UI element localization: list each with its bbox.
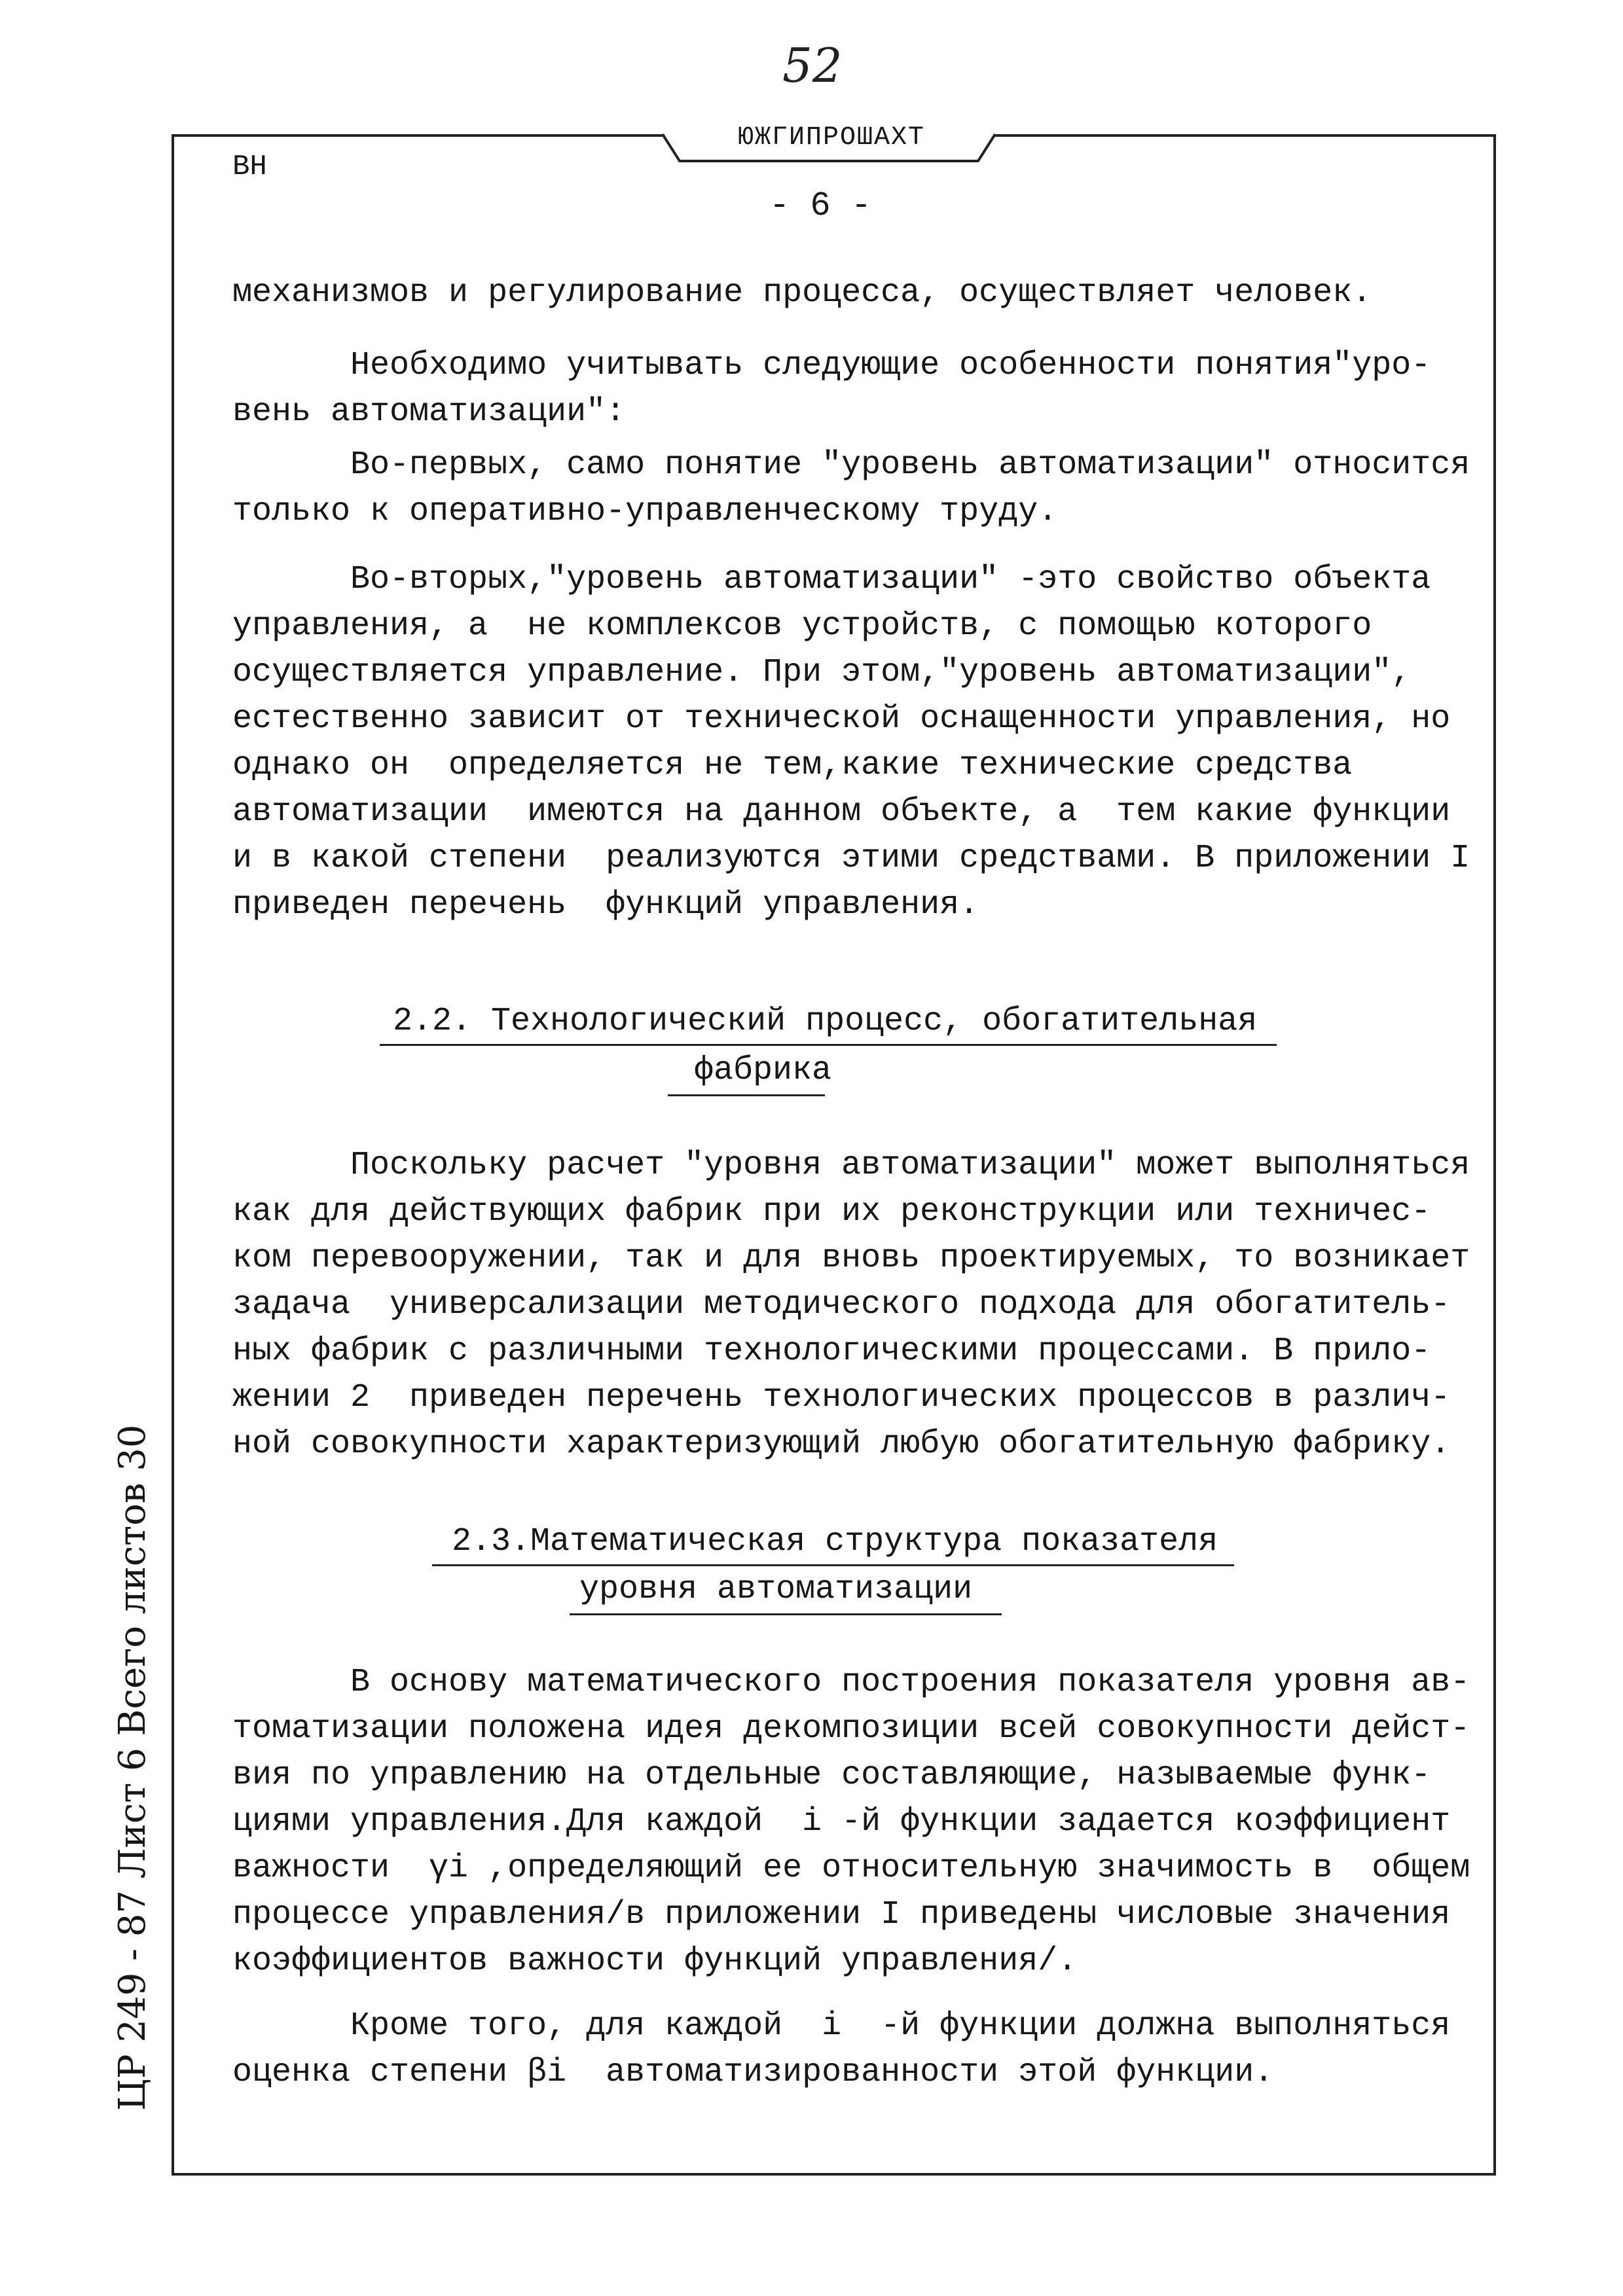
paragraph-6: В основу математического построения показателя уровня ав- томатизации положена идея декомпозиции всей совокупности дейст- вия по управлению на отдельные составляющие, называемые функ- циями управления.Для каждой i -й функции задается коэффициент важности γi ,определяющий ее относительную значимость в общем процессе управления/в приложении I приведены числовые значения коэффициентов важности функций управления/. (232, 1664, 1470, 1980)
paragraph-5: Поскольку расчет "уровня автоматизации" может выполняться как для действующих фабрик при их реконструкции или техничес- ком перевооружении, так и для вновь проектируемых, то возникает задача универсализации методического подхода для обогатитель- ных фабрик с различными технологическими процессами. В прило- жении 2 приведен перечень технологических процессов в различ- ной совокупности характеризующий любую обогатительную фабрику. (232, 1147, 1470, 1463)
organization-stamp (661, 118, 996, 165)
side-note-sheet-info: ЦР 249 - 87 Лист 6 Всего листов 30 (111, 1424, 154, 2111)
stamp-text: ЮЖГИПРОШАХТ (737, 123, 926, 152)
sheet-number: - 6 - (769, 187, 872, 225)
frame-top-left (172, 134, 663, 137)
heading-underline (570, 1613, 1002, 1615)
corner-code: ВН (232, 151, 267, 183)
paragraph-3: Во-первых, само понятие "уровень автоматизации" относится только к оперативно-управленческому труду. (232, 446, 1470, 530)
section-heading-2-3-line-1: 2.3.Математическая структура показателя (452, 1523, 1218, 1560)
section-heading-2-2-line-1: 2.2. Технологический процесс, обогатительная (393, 1003, 1258, 1040)
paragraph-7: Кроме того, для каждой i -й функции должна выполняться оценка степени βi автоматизированности этой функции. (232, 2007, 1451, 2091)
section-heading-2-3-line-2: уровня автоматизации (579, 1571, 973, 1608)
paragraph-1: механизмов и регулирование процесса, осуществляет человек. (232, 274, 1372, 312)
handwritten-page-number: 52 (782, 38, 843, 93)
paragraph-4: Во-вторых,"уровень автоматизации" -это свойство объекта управления, а не комплексов устройств, с помощью которого осуществляется управление. При этом,"уровень автоматизации", естественно зависит от технической оснащенности управления, но однако он определяется не тем,какие технические средства автоматизации имеются на данном объекте, а тем какие функции и в какой степени реализуются этими средствами. В приложении I приведен перечень функций управления. (232, 561, 1470, 924)
heading-underline (668, 1094, 825, 1096)
section-heading-2-2-line-2: фабрика (694, 1052, 832, 1089)
heading-underline (380, 1044, 1277, 1046)
frame-top-right (995, 134, 1493, 137)
paragraph-2: Необходимо учитывать следующие особенности понятия"уро- вень автоматизации": (232, 347, 1431, 431)
